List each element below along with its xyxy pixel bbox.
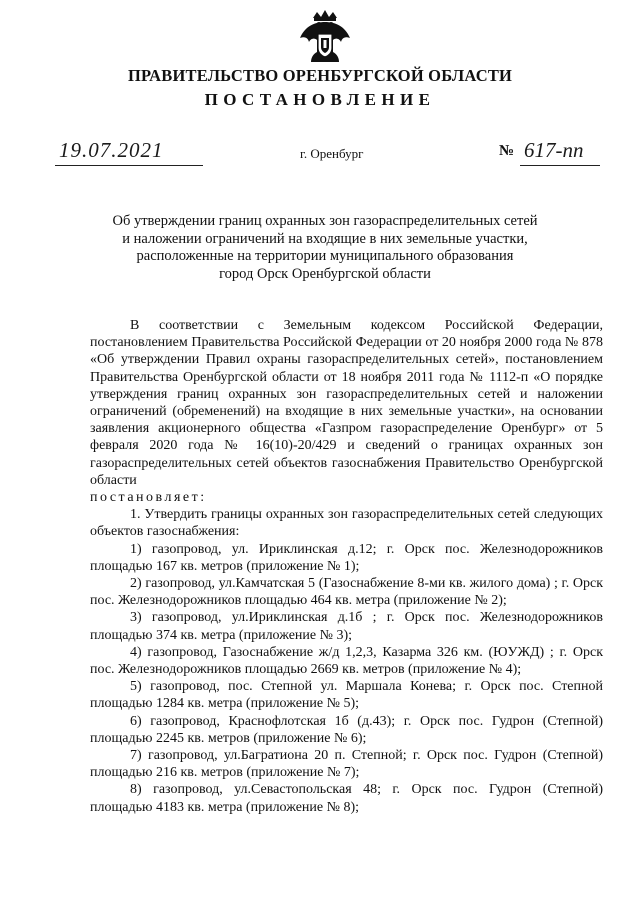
coat-of-arms-icon: [295, 8, 355, 68]
number-field: [520, 138, 600, 166]
list-item: 4) газопровод, Газоснабжение ж/д 1,2,3, Казарма 326 км. (ЮУЖД) ; г. Орск пос. Железнодорожников площадью 2669 кв. метров (приложение № 4);: [90, 644, 603, 678]
document-city: г. Оренбург: [300, 146, 364, 161]
list-item: 7) газопровод, ул.Багратиона 20 п. Степной; г. Орск пос. Гудрон (Степной) площадью 216 кв. метров (приложение № 7);: [90, 748, 603, 781]
document-date: 19.07.2021: [59, 138, 164, 162]
document-type: ПОСТАНОВЛЕНИЕ: [204, 90, 436, 109]
list-item: 8) газопровод, ул.Севастопольская 48; г. Орск пос. Гудрон (Степной) площадью 4183 кв. метра (приложение № 8);: [90, 782, 603, 815]
number-sign: №: [499, 143, 515, 159]
date-field: [55, 138, 203, 166]
list-item: 5) газопровод, пос. Степной ул. Маршала Конева; г. Орск пос. Степной площадью 1284 кв. метра (приложение № 5);: [90, 679, 603, 712]
document-body: [90, 317, 603, 816]
subject-line: расположенные на территории муниципального образования: [136, 248, 514, 264]
list-intro: 1. Утвердить границы охранных зон газораспределительных сетей следующих объектов газоснабжения:: [90, 507, 603, 540]
list-item: 6) газопровод, Краснофлотская 1б (д.43); г. Орск пос. Гудрон (Степной) площадью 2245 кв. метров (приложение № 6);: [90, 713, 603, 746]
government-title: ПРАВИТЕЛЬСТВО ОРЕНБУРГСКОЙ ОБЛАСТИ: [127, 66, 513, 85]
subject-line: и наложении ограничений на входящие в них земельные участки,: [122, 230, 528, 247]
list-item: 3) газопровод, ул.Ириклинская д.1б ; г. Орск пос. Железнодорожников площадью 374 кв. метра (приложение № 3);: [90, 610, 603, 643]
preamble-paragraph: В соответствии с Земельным кодексом Российской Федерации, постановлением Правительства Российской Федерации от 20 ноября 2000 года № 878 «Об утверждении Правил охраны газораспределительных сетей», постановлением Правительства Оренбургской области от 18 ноября 2011 года № 1112-п «О порядке утверждения границ охранных зон газораспределительных сетей и наложении ограничений (обременений) на входящие в них земельные участки», на основании заявления акционерного общества «Газпром газораспределение Оренбург» от 5 февраля 2020 года № 16(10)-20/429 и сведений о границах охранных зон газораспределительных сетей объектов газоснабжения Правительство Оренбургской области: [90, 318, 603, 488]
subject-line: город Орск Оренбургской области: [219, 265, 431, 282]
document-subject: [90, 213, 560, 283]
list-item: 1) газопровод, ул. Ириклинская д.12; г. Орск пос. Железнодорожников площадью 167 кв. метров (приложение № 1);: [90, 541, 603, 574]
document-number: 617-пп: [524, 138, 584, 162]
subject-line: Об утверждении границ охранных зон газораспределительных сетей: [112, 213, 538, 229]
resolves-word: постановляет:: [90, 490, 207, 506]
list-item: 2) газопровод, ул.Камчатская 5 (Газоснабжение 8-ми кв. жилого дома) ; г. Орск пос. Железнодорожников площадью 464 кв. метра (приложение № 2);: [90, 576, 603, 609]
